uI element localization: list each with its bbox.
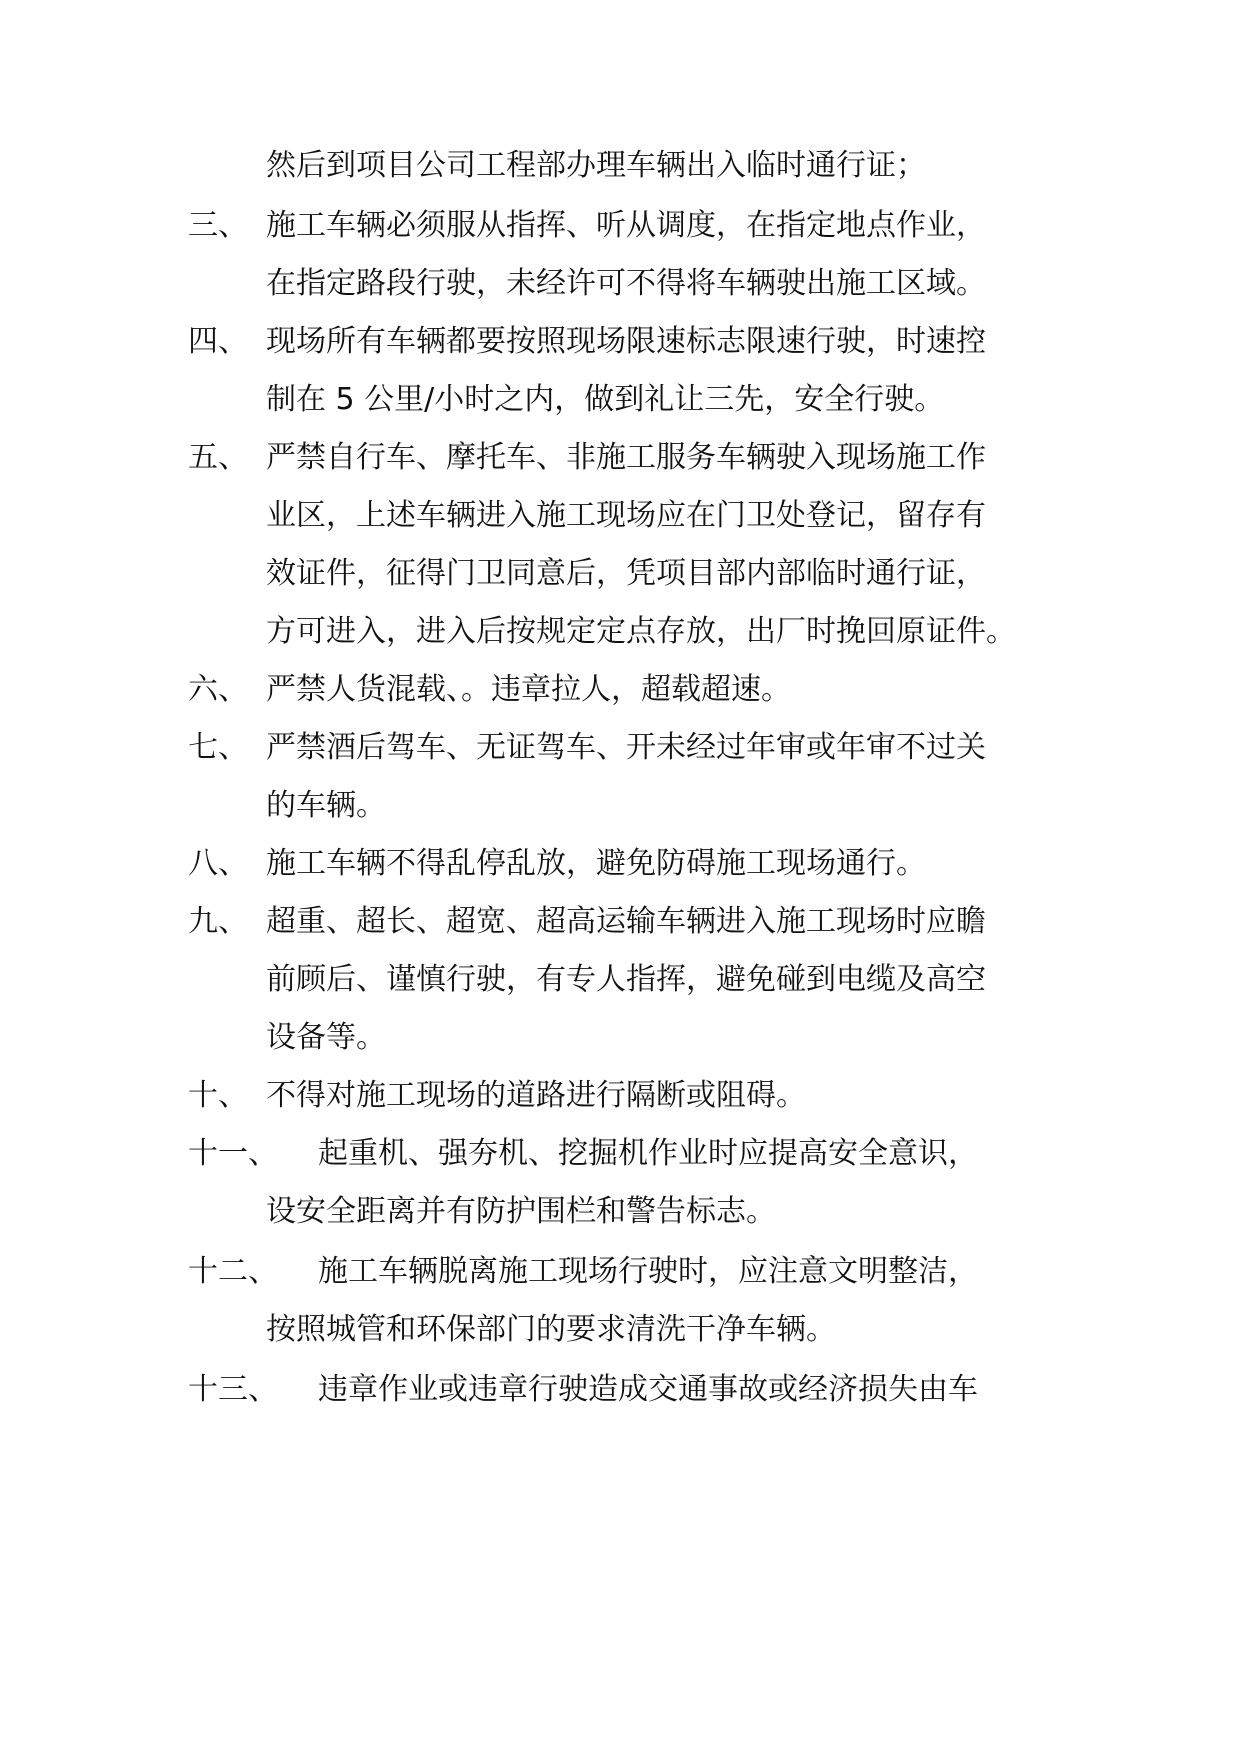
continuation-text: 效证件，征得门卫同意后，凭项目部内部临时通行证， (266, 556, 986, 591)
item-number: 三、 (188, 208, 248, 243)
item-number: 七、 (188, 730, 248, 765)
continuation-text: 制在 5 公里/小时之内，做到礼让三先，安全行驶。 (266, 382, 945, 417)
continuation-text: 在指定路段行驶，未经许可不得将车辆驶出施工区域。 (266, 266, 986, 301)
continuation-text: 然后到项目公司工程部办理车辆出入临时通行证； (266, 148, 926, 183)
item-number: 十三、 (188, 1372, 278, 1407)
item-text: 起重机、强夯机、挖掘机作业时应提高安全意识， (318, 1136, 978, 1171)
item-text: 施工车辆脱离施工现场行驶时，应注意文明整洁， (318, 1254, 978, 1289)
item-number: 六、 (188, 672, 248, 707)
item-number: 十一、 (188, 1136, 278, 1171)
item-text: 严禁人货混载、。违章拉人，超载超速。 (266, 672, 791, 707)
item-text: 现场所有车辆都要按照现场限速标志限速行驶，时速控 (266, 324, 986, 359)
item-number: 十、 (188, 1078, 248, 1113)
item-text: 严禁自行车、摩托车、非施工服务车辆驶入现场施工作 (266, 440, 986, 475)
continuation-text: 前顾后、谨慎行驶，有专人指挥，避免碰到电缆及高空 (266, 962, 986, 997)
item-text: 施工车辆不得乱停乱放，避免防碍施工现场通行。 (266, 846, 926, 881)
item-number: 八、 (188, 846, 248, 881)
continuation-text: 设备等。 (266, 1020, 386, 1055)
item-number: 十二、 (188, 1254, 278, 1289)
item-text: 超重、超长、超宽、超高运输车辆进入施工现场时应瞻 (266, 904, 986, 939)
item-text: 施工车辆必须服从指挥、听从调度，在指定地点作业， (266, 208, 986, 243)
continuation-text: 设安全距离并有防护围栏和警告标志。 (266, 1194, 776, 1229)
item-number: 四、 (188, 324, 248, 359)
continuation-text: 业区，上述车辆进入施工现场应在门卫处登记，留存有 (266, 498, 986, 533)
continuation-text: 方可进入，进入后按规定定点存放，出厂时挽回原证件。 (266, 614, 1016, 649)
item-text: 不得对施工现场的道路进行隔断或阻碍。 (266, 1078, 806, 1113)
item-number: 五、 (188, 440, 248, 475)
continuation-text: 按照城管和环保部门的要求清洗干净车辆。 (266, 1312, 836, 1347)
continuation-text: 的车辆。 (266, 788, 386, 823)
item-text: 严禁酒后驾车、无证驾车、开未经过年审或年审不过关 (266, 730, 986, 765)
item-number: 九、 (188, 904, 248, 939)
item-text: 违章作业或违章行驶造成交通事故或经济损失由车 (318, 1372, 978, 1407)
